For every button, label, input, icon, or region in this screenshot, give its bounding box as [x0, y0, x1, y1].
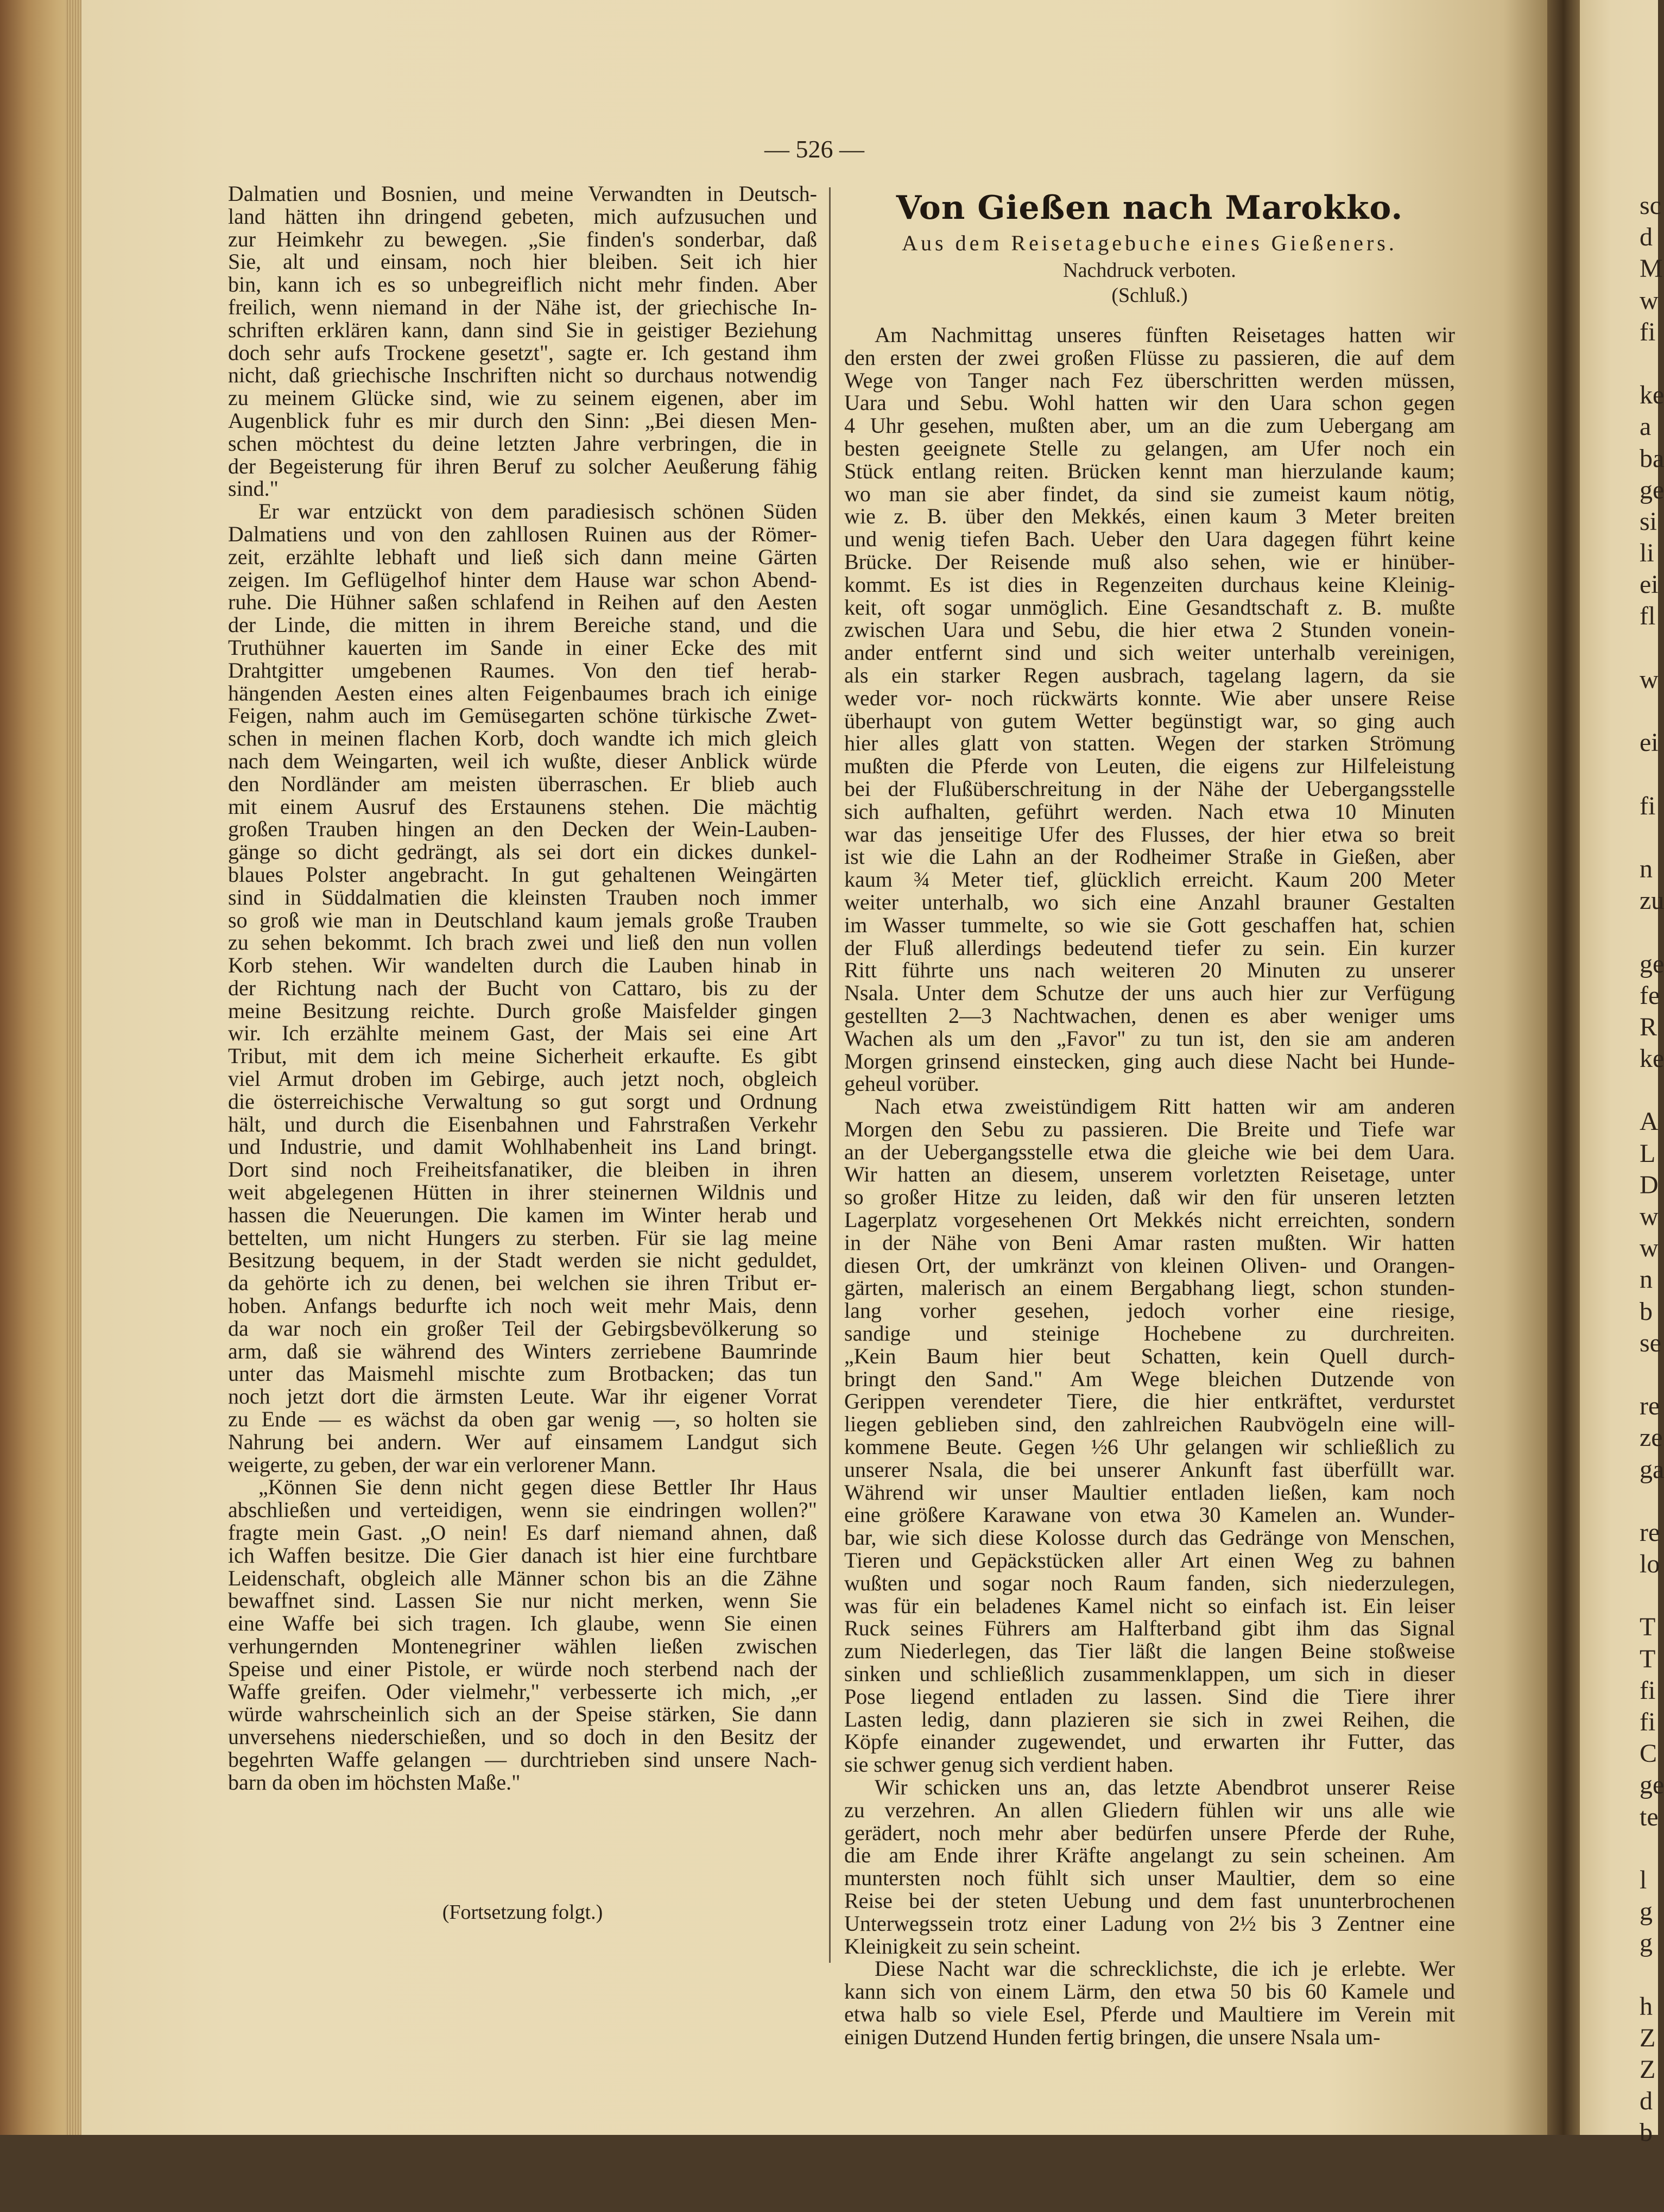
text-line: lang vorher gesehen, jedoch vorher eine riesige, [844, 1298, 1455, 1323]
text-line: da war noch ein großer Teil der Gebirgsbevölkerung so [228, 1316, 817, 1341]
text-line: so großer Hitze zu leiden, daß wir den für unseren letzten [844, 1185, 1455, 1210]
text-line: bei der Flußüberschreitung in der Nähe der Uebergangsstelle [844, 776, 1455, 801]
text-line: hält, und durch die Eisenbahnen und Fahrstraßen Verkehr [228, 1111, 817, 1136]
text-line: blaues Polster angebracht. In gut gehaltenen Weingärten [228, 862, 817, 887]
text-line: Morgen den Sebu zu passieren. Die Breite und Tiefe war [844, 1116, 1455, 1141]
article-subtitle: Aus dem Reisetagebuche eines Gießeners. [902, 231, 1397, 255]
next-page-fragment: fi [1640, 791, 1656, 820]
text-line: gärten, malerisch an einem Bergabhang liegt, schon stunden- [844, 1275, 1455, 1300]
text-line: der Fluß allerdings bedeutend tiefer zu sein. Ein kurzer [844, 935, 1455, 960]
text-line: unserer Nsala, die bei unserer Ankunft fast überfüllt war. [844, 1457, 1455, 1482]
text-line: Lagerplatz vorgesehenen Ort Mekkés nicht erreichten, sondern [844, 1208, 1455, 1233]
next-page-fragment: li [1640, 539, 1654, 568]
text-line: weit abgelegenen Hütten in ihrer steinernen Wildnis und [228, 1180, 817, 1205]
next-page-fragment: A [1640, 1107, 1659, 1136]
text-line: im Wasser tummelte, so wie sie Gott geschaffen hat, schien [844, 912, 1455, 937]
text-line: den Nordländer am meisten überraschen. Er blieb auch [228, 771, 817, 796]
text-line: Augenblick fuhr es mir durch den Sinn: „Bei diesen Men- [228, 408, 817, 433]
text-line: Lasten ledig, dann plazieren sie sich in zwei Reihen, die [844, 1707, 1455, 1731]
column-divider-rule [829, 187, 831, 1963]
text-line: Brücke. Der Reisende muß also sehen, wie er hinüber- [844, 549, 1455, 574]
text-line: „Kein Baum hier beut Schatten, kein Quell durch- [844, 1343, 1455, 1368]
text-line: als ein starker Regen ausbrach, tagelang lagern, da sie [844, 662, 1455, 687]
text-line: der Begeisterung für ihren Beruf zu solcher Aeußerung fähig [228, 453, 817, 478]
text-line: Während wir unser Maultier entladen ließen, kam noch [844, 1480, 1455, 1505]
next-page-fragment [1640, 633, 1661, 664]
next-page-fragment [1640, 759, 1661, 790]
next-page-fragment: n [1640, 854, 1653, 883]
text-line: Nahrung bei andern. Wer auf einsamem Landgut sich [228, 1429, 817, 1454]
text-line: ist wie die Lahn an der Rodheimer Straße in Gießen, aber [844, 844, 1455, 869]
text-line: nicht, daß griechische Inschriften nicht so durchaus notwendig [228, 363, 817, 388]
next-page-fragment [1640, 1960, 1661, 1991]
text-line: würde wahrscheinlich sich an der Speise stärken, Sie dann [228, 1702, 817, 1727]
text-line: muntersten noch fühlt sich unser Maultier, dem so eine [844, 1866, 1455, 1891]
next-page-fragment: l [1640, 1865, 1647, 1894]
next-page-fragment: ge [1640, 949, 1664, 978]
text-line: Morgen grinsend einstecken, ging auch diese Nacht bei Hunde- [844, 1048, 1455, 1073]
text-line: Kleinigkeit zu sein scheint. [844, 1933, 1081, 1958]
text-line: liegen geblieben sind, den zahlreichen Raubvögeln eine will- [844, 1412, 1455, 1437]
text-line: zu sehen bekommt. Ich brach zwei und ließ den nun vollen [228, 930, 817, 955]
next-page-fragment: si [1640, 507, 1657, 536]
next-page-fragment: fl [1640, 602, 1656, 631]
next-page-fragment [1640, 917, 1661, 948]
text-line: Korb stehen. Wir wandelten durch die Lauben hinab in [228, 953, 817, 978]
next-page-fragment: Z [1640, 2023, 1656, 2052]
text-line: weder vor- noch rückwärts konnte. Wie aber unsere Reise [844, 685, 1455, 710]
text-line: Nsala. Unter dem Schutze der uns auch hier zur Verfügung [844, 981, 1455, 1006]
text-line: bar, wie sich diese Kolosse durch das Gedränge von Menschen, [844, 1525, 1455, 1550]
text-line: eine Waffe bei sich tragen. Ich glaube, wenn Sie einen [228, 1611, 817, 1636]
text-line: Leidenschaft, obgleich alle Männer schon bis an die Zähne [228, 1565, 817, 1590]
left-column-text [228, 182, 817, 1794]
text-line: sind in Süddalmatien die kleinsten Trauben noch immer [228, 884, 817, 909]
next-page-fragment [1640, 1833, 1661, 1865]
next-page-fragment: h [1640, 1992, 1653, 2021]
text-line: verhungernden Montenegriner wählen ließen zwischen [228, 1634, 817, 1658]
text-line: sind." [228, 476, 279, 501]
text-line: der Richtung nach der Bucht von Cattaro, bis zu der [228, 975, 817, 1000]
text-line: barn da oben im höchsten Maße." [228, 1769, 521, 1794]
next-page-fragment [1640, 2181, 1661, 2212]
text-line: mußten die Pferde von Leuten, die eigens zur Hilfeleistung [844, 754, 1455, 779]
text-line: Pose liegend entladen zu lassen. Sind die Tiere ihrer [844, 1684, 1455, 1709]
text-line: einigen Dutzend Hunden fertig bringen, die unsere Nsala um- [844, 2024, 1381, 2049]
next-page-fragment: fe [1640, 981, 1660, 1010]
next-page-fragment: ei [1640, 728, 1659, 757]
next-page-fragment: zu [1640, 886, 1664, 915]
text-line: ruhe. Die Hühner saßen schlafend in Reihen auf den Aesten [228, 590, 817, 615]
text-line: kommt. Es ist dies in Regenzeiten durchaus keine Kleinig- [844, 572, 1455, 597]
text-line: 4 Uhr gesehen, mußten aber, um an die zum Uebergang am [844, 413, 1455, 438]
next-page-fragment: ge [1640, 475, 1664, 504]
text-line: Wege von Tanger nach Fez überschritten werden müssen, [844, 368, 1455, 393]
text-line: mit einem Ausruf des Erstaunens stehen. Die mächtig [228, 794, 817, 819]
text-line: begehrten Waffe gelangen — durchtrieben sind unsere Nach- [228, 1747, 817, 1772]
text-line: Feigen, nahm auch im Gemüsegarten schöne türkische Zwet- [228, 703, 817, 728]
text-line: bringt den Sand." Am Wege bleichen Dutzende von [844, 1366, 1455, 1391]
next-page-fragment: D [1640, 1170, 1659, 1199]
text-line: schen möchtest du deine letzten Jahre verbringen, die in [228, 431, 817, 456]
text-line: diesen Ort, der umkränzt von kleinen Oliven- und Orangen- [844, 1253, 1455, 1278]
text-line: meine Besitzung reichte. Durch große Maisfelder gingen [228, 998, 817, 1023]
text-line: land hätten ihn dringend gebeten, mich aufzusuchen und [228, 204, 817, 229]
text-line: hier alles glatt von statten. Wegen der starken Strömung [844, 731, 1455, 756]
next-page-fragment [1640, 1359, 1661, 1391]
next-page-fragment: ge [1640, 1771, 1664, 1800]
text-line: sich aufhalten, geführt werden. Nach etwa 10 Minuten [844, 799, 1455, 824]
next-page-fragment: re [1640, 1518, 1660, 1547]
text-line: da gehörte ich zu denen, bei welchen sie ihren Tribut er- [228, 1271, 817, 1295]
text-line: Köpfe einander zugewendet, und erwarten ihr Futter, das [844, 1729, 1455, 1754]
text-line: Reise bei der steten Uebung und dem fast ununterbrochenen [844, 1888, 1455, 1913]
text-line: hassen die Neuerungen. Die kamen im Winter herab und [228, 1202, 817, 1227]
text-line: und wenig tiefen Bach. Ueber den Uara dagegen führt keine [844, 527, 1455, 552]
text-line: doch sehr aufs Trockene gesetzt", sagte er. Ich gestand ihm [228, 340, 817, 365]
text-line: freilich, wenn niemand in der Nähe ist, der griechische In- [228, 294, 817, 319]
text-line: Sie, alt und einsam, noch hier bleiben. Seit ich hier [228, 249, 817, 274]
next-page-fragment: d [1640, 2087, 1653, 2116]
text-line: Nach etwa zweistündigem Ritt hatten wir am anderen [875, 1094, 1455, 1119]
text-line: Wir hatten an diesem, unserem vorletzten Reisetage, unter [844, 1162, 1455, 1187]
next-page-fragment: se [1640, 1328, 1661, 1357]
next-page-fragment: T [1640, 1644, 1656, 1673]
text-line: kommene Beute. Gegen ½6 Uhr gelangen wir schließlich zu [844, 1434, 1455, 1459]
next-page-fragment [1640, 1486, 1661, 1517]
next-page-fragment: ze [1640, 1423, 1663, 1452]
text-line: gestellten 2—3 Nachtwachen, denen es aber weniger ums [844, 1003, 1455, 1028]
book-gutter [1547, 0, 1580, 2135]
next-page-fragment: fi [1640, 1708, 1656, 1736]
text-line: zeit, erzählte lebhaft und ließ sich dann meine Gärten [228, 544, 817, 569]
text-line: Am Nachmittag unseres fünften Reisetages hatten wir [875, 323, 1455, 347]
text-line: eine größere Karawane von etwa 30 Kamelen an. Wunder- [844, 1502, 1455, 1527]
text-line: wußten und sogar noch Raum fanden, sich niederzulegen, [844, 1570, 1455, 1595]
next-page-text-fragments [1640, 190, 1664, 2212]
text-line: ich Waffen besitze. Die Gier danach ist hier eine furchtbare [228, 1543, 817, 1568]
text-line: zwischen Uara und Sebu, die hier etwa 2 Stunden vonein- [844, 617, 1455, 642]
continued-note: (Fortsetzung folgt.) [442, 1901, 603, 1924]
text-line: so groß wie man in Deutschland kaum jemals große Trauben [228, 907, 817, 932]
next-page-fragment: T [1640, 1613, 1656, 1642]
text-line: was für ein beladenes Kamel nicht so einfach ist. Ein leiser [844, 1593, 1455, 1618]
text-line: unversehens niederschießen, und so doch in den Besitz der [228, 1724, 817, 1749]
text-line: Diese Nacht war die schrecklichste, die ich je erlebte. Wer [875, 1956, 1455, 1981]
text-line: zu verzehren. An allen Gliedern fühlen wir uns alle wie [844, 1797, 1455, 1822]
text-line: Truthühner kauerten im Sande in einer Ecke des mit [228, 635, 817, 660]
next-page-fragment: ei [1640, 570, 1659, 599]
text-line: zum Niederlegen, das Tier läßt die langen Beine stoßweise [844, 1639, 1455, 1664]
text-line: Wachen als um den „Favor" zu tun ist, den sie am anderen [844, 1026, 1455, 1051]
text-line: Wir schicken uns an, das letzte Abendbrot unserer Reise [875, 1775, 1455, 1799]
next-page-fragment: g [1640, 1929, 1653, 1958]
text-line: Stück entlang reiten. Brücken kennt man hierzulande kaum; [844, 458, 1455, 483]
next-page-fragment: R [1640, 1012, 1657, 1041]
text-line: Ritt führte uns nach weiteren 20 Minuten zu unserer [844, 958, 1455, 983]
text-line: weiter unterhalb, wo sich eine Anzahl brauner Gestalten [844, 889, 1455, 914]
next-page-fragment: te [1640, 1802, 1659, 1831]
text-line: kann sich von einem Lärm, den etwa 50 bis 60 Kamele und [844, 1979, 1455, 2004]
next-page-fragment: w [1640, 286, 1659, 315]
text-line: unter das Maismehl mischte zum Brotbacken; das tun [228, 1361, 817, 1386]
next-page-fragment: n [1640, 1265, 1653, 1294]
text-line: war das jenseitige Ufer des Flusses, der hier etwa so breit [844, 821, 1455, 846]
next-page-fragment: fi [1640, 317, 1656, 346]
next-page-fragment: C [1640, 1739, 1657, 1768]
text-line: nach dem Weingarten, weil ich wußte, dieser Anblick würde [228, 748, 817, 773]
next-page-fragment: Z [1640, 2055, 1656, 2084]
text-line: Speise und einer Pistole, er würde noch sterbend nach der [228, 1656, 817, 1681]
next-page-fragment: L [1640, 1139, 1656, 1168]
text-line: „Können Sie denn nicht gegen diese Bettler Ihr Haus [258, 1475, 817, 1500]
next-page-fragment: b [1640, 2118, 1653, 2147]
text-line: arm, daß sie während des Winters zerriebene Baumrinde [228, 1338, 817, 1363]
article-title: Von Gießen nach Marokko. [896, 189, 1403, 227]
next-page-fragment: a [1640, 412, 1652, 441]
text-line: fragte mein Gast. „O nein! Es darf niemand ahnen, daß [228, 1520, 817, 1545]
text-line: Dalmatien und Bosnien, und meine Verwandten in Deutsch- [228, 181, 817, 206]
text-line: gänge so dicht gedrängt, als sei dort ein dickes dunkel- [228, 839, 817, 864]
text-line: der Linde, die mitten in ihrem Bereiche stand, und die [228, 612, 817, 637]
text-line: Tieren und Gepäckstücken aller Art einen Weg zu bahnen [844, 1548, 1455, 1573]
next-page-fragment [1640, 348, 1661, 380]
next-page-fragment [1640, 1580, 1661, 1611]
text-line: wir. Ich erzählte meinem Gast, der Mais sei eine Art [228, 1021, 817, 1046]
text-line: zeigen. Im Geflügelhof hinter dem Hause war schon Abend- [228, 567, 817, 592]
text-line: sinken und schließlich zusammenklappen, um sich in dieser [844, 1661, 1455, 1686]
conclusion-note: (Schluß.) [1111, 284, 1188, 307]
next-page-fragment [1640, 696, 1661, 727]
text-line: Gerippen verendeter Tiere, die hier entkräftet, verdurstet [844, 1389, 1455, 1414]
text-line: Tribut, mit dem ich meine Sicherheit erkaufte. Es gibt [228, 1044, 817, 1069]
page-number: — 526 — [764, 135, 864, 163]
next-page-fragment [1640, 1075, 1661, 1106]
text-line: keit, oft sogar unmöglich. Eine Gesandtschaft z. B. mußte [844, 595, 1455, 620]
next-page-fragment: fi [1640, 1676, 1656, 1705]
text-line: Drahtgitter umgebenen Raumes. Von den tief herab- [228, 658, 817, 682]
text-line: weigerte, zu geben, der war ein verlorener Mann. [228, 1452, 656, 1477]
text-line: wie z. B. über den Mekkés, einen kaum 3 Meter breiten [844, 504, 1455, 529]
text-line: abschließen und verteidigen, wenn sie eindringen wollen?" [228, 1497, 817, 1522]
text-line: bewaffnet sind. Lassen Sie nur nicht merken, wenn Sie [228, 1588, 817, 1613]
text-line: hängenden Aesten eines alten Feigenbaumes brach ich einige [228, 680, 817, 705]
next-page-fragment: ke [1640, 1044, 1664, 1073]
text-line: schen in meinen flachen Korb, doch wandte ich mich gleich [228, 726, 817, 751]
text-line: zu meinem Glücke sind, wie zu seinem eigenen, aber im [228, 385, 817, 410]
text-line: gerädert, noch mehr aber bedürfen unsere Pferde der Ruhe, [844, 1820, 1455, 1845]
text-line: wo man sie aber findet, da sind sie zumeist kaum nötig, [844, 481, 1455, 506]
text-line: geheul vorüber. [844, 1071, 979, 1096]
text-line: viel Armut droben im Gebirge, auch jetzt noch, obgleich [228, 1066, 817, 1091]
next-page-fragment: re [1640, 1392, 1660, 1421]
next-page-fragment: ke [1640, 381, 1664, 410]
text-line: die österreichische Verwaltung so gut sorgt und Ordnung [228, 1089, 817, 1114]
reprint-note: Nachdruck verboten. [1063, 259, 1236, 282]
next-page-fragment: d [1640, 223, 1653, 252]
next-page-fragment: w [1640, 1234, 1659, 1263]
next-page-fragment: g [1640, 1897, 1653, 1926]
text-line: besten geeignete Stelle zu gelangen, am Ufer noch ein [844, 435, 1455, 460]
text-line: den ersten der zwei großen Flüsse zu passieren, die auf dem [844, 345, 1455, 370]
text-line: zu Ende — es wächst da oben gar wenig —, so holten sie [228, 1407, 817, 1432]
text-line: Waffe greifen. Oder vielmehr," verbesserte ich mich, „er [228, 1679, 817, 1704]
text-line: in der Nähe von Beni Amar rasten mußten. Wir hatten [844, 1230, 1455, 1255]
next-page-edge [1580, 0, 1664, 2147]
text-line: noch jetzt dort die ärmsten Leute. War ihr eigener Vorrat [228, 1384, 817, 1409]
text-line: überhaupt von gutem Wetter begünstigt war, so ging auch [844, 708, 1455, 733]
next-page-fragment: b [1640, 1297, 1653, 1326]
text-line: etwa halb so viele Esel, Pferde und Maultiere im Verein mit [844, 2001, 1455, 2026]
text-line: ander entfernt sind und sich weiter unterhalb vereinigen, [844, 640, 1455, 665]
text-line: bin, kann ich es so unbegreiflich nicht mehr finden. Aber [228, 272, 817, 297]
text-line: sandige und steinige Hochebene zu durchreiten. [844, 1321, 1455, 1346]
text-line: Besitzung bequem, in der Stadt werden sie nicht geduldet, [228, 1248, 817, 1273]
next-page-fragment: ga [1640, 1455, 1664, 1484]
text-line: die am Ende ihrer Kräfte angelangt zu sein scheinen. Am [844, 1843, 1455, 1868]
text-line: Unterwegssein trotz einer Ladung von 2½ bis 3 Zentner eine [844, 1911, 1455, 1936]
text-line: kaum ¾ Meter tief, glücklich erreicht. Kaum 200 Meter [844, 867, 1455, 892]
text-line: Dort sind noch Freiheitsfanatiker, die bleiben in ihren [228, 1157, 817, 1182]
text-line: Dalmatiens und von den zahllosen Ruinen aus der Römer- [228, 521, 817, 546]
next-page-fragment: w [1640, 1202, 1659, 1231]
text-line: sie schwer genug sich verdient haben. [844, 1752, 1174, 1777]
text-line: Ruck seines Führers am Halfterband gibt ihm das Signal [844, 1616, 1455, 1641]
text-line: schriften erklären kann, dann sind Sie in geistiger Beziehung [228, 317, 817, 342]
next-page-fragment: sc [1640, 191, 1661, 220]
text-line: Er war entzückt von dem paradiesisch schönen Süden [258, 499, 817, 524]
next-page-fragment [1640, 822, 1661, 854]
next-page-fragment: M [1640, 254, 1663, 283]
next-page-fragment [1640, 2149, 1661, 2181]
text-line: hoben. Anfangs bedurfte ich noch weit mehr Mais, denn [228, 1293, 817, 1318]
article-column-text [844, 324, 1455, 2049]
next-page-fragment: lo [1640, 1550, 1660, 1579]
text-line: zur Heimkehr zu bewegen. „Sie finden's sonderbar, daß [228, 226, 817, 251]
text-line: bettelten, um nicht Hungers zu sterben. Für sie lag meine [228, 1225, 817, 1250]
text-line: Uara und Sebu. Wohl hatten wir den Uara schon gegen [844, 390, 1455, 415]
next-page-fragment: w [1640, 665, 1659, 694]
text-line: großen Trauben hingen an den Decken der Wein-Lauben- [228, 817, 817, 842]
next-page-fragment: ba [1640, 444, 1664, 473]
text-line: an der Uebergangsstelle etwa die gleiche wie bei dem Uara. [844, 1139, 1455, 1164]
text-line: und Industrie, und damit Wohlhabenheit ins Land bringt. [228, 1134, 817, 1159]
